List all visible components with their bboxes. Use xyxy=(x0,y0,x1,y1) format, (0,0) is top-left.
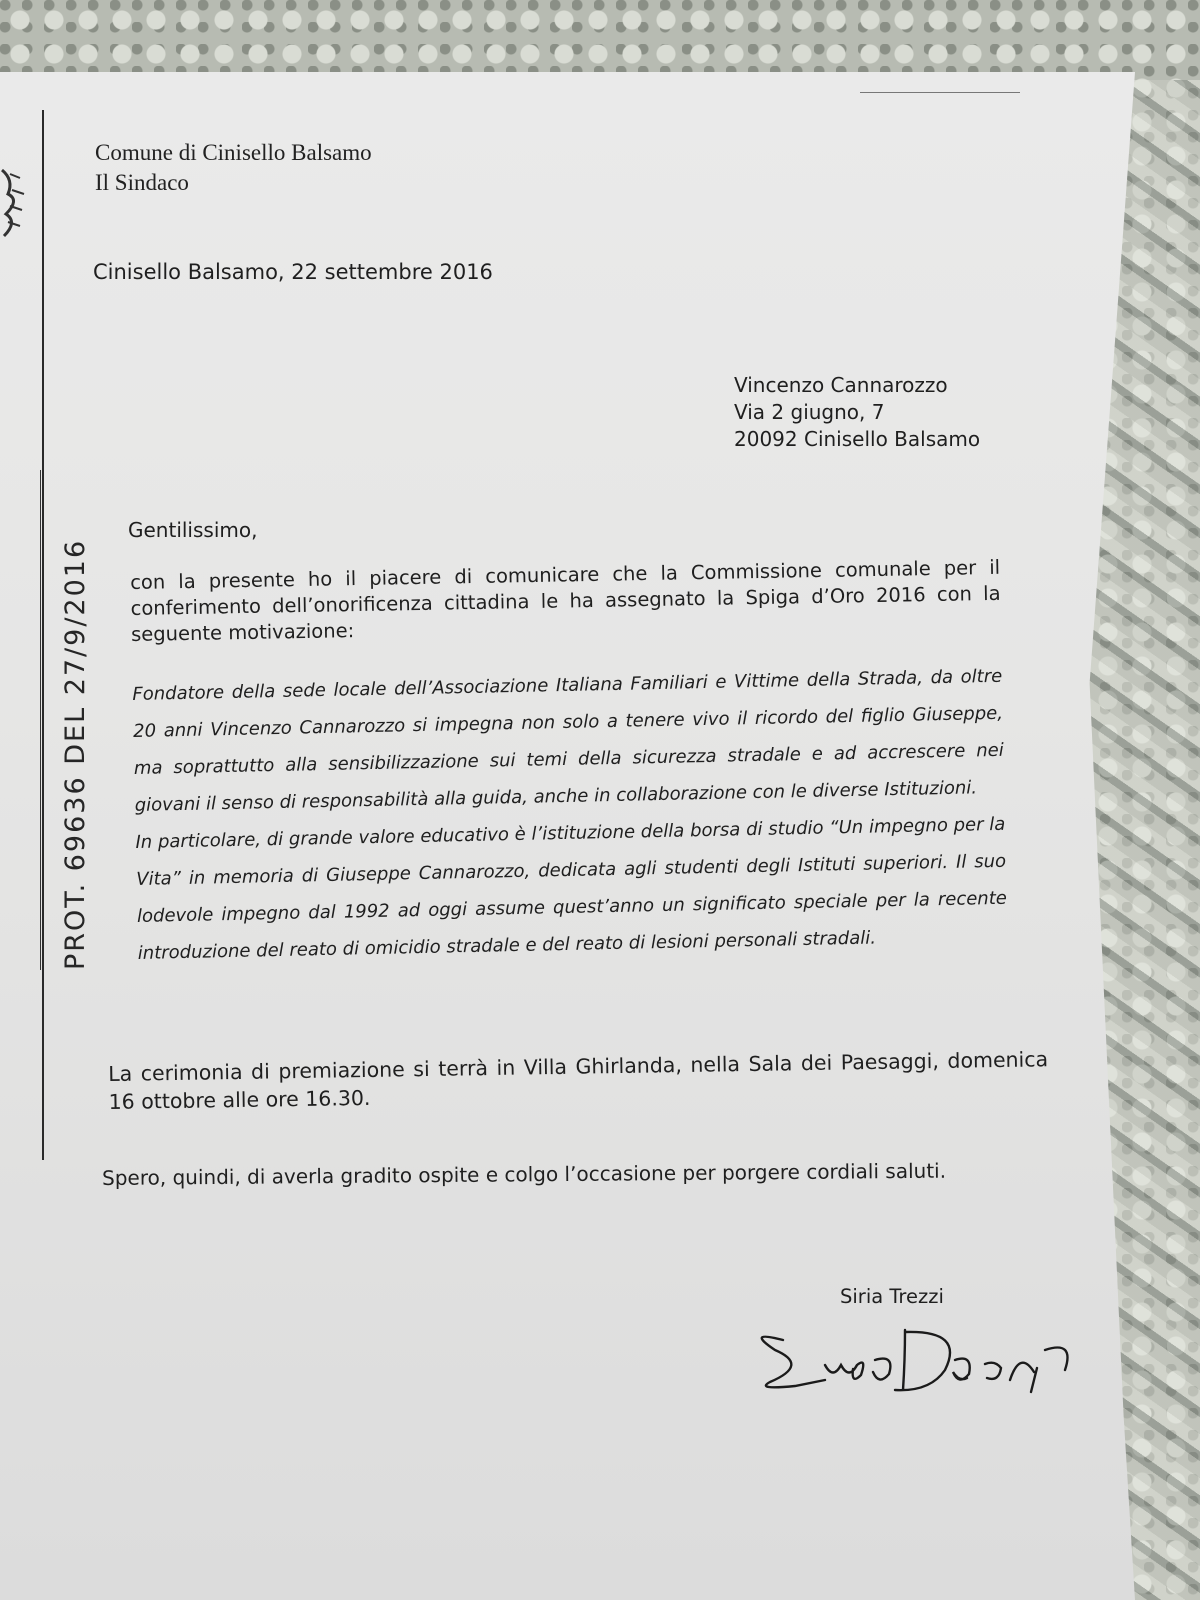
recipient-address xyxy=(734,372,980,453)
letterhead-office: Il Sindaco xyxy=(95,170,189,195)
recipient-name: Vincenzo Cannarozzo xyxy=(734,373,948,397)
letterhead xyxy=(95,138,372,198)
municipal-crest-icon xyxy=(0,160,34,242)
place-date: Cinisello Balsamo, 22 settembre 2016 xyxy=(93,260,493,284)
ceremony-paragraph: La cerimonia di premiazione si terrà in Villa Ghirlanda, nella Sala dei Paesaggi, domenica 16 ottobre alle ore 16.30. xyxy=(108,1047,1049,1114)
recipient-city: 20092 Cinisello Balsamo xyxy=(734,427,981,451)
closing-paragraph: Spero, quindi, di averla gradito ospite e colgo l’occasione per porgere cordiali saluti. xyxy=(102,1158,947,1190)
protocol-stamp: PROT. 69636 DEL 27/9/2016 xyxy=(60,538,91,970)
letterhead-institution: Comune di Cinisello Balsamo xyxy=(95,140,372,165)
top-rule xyxy=(860,92,1020,93)
signer-name: Siria Trezzi xyxy=(840,1285,944,1308)
stamp-underline xyxy=(40,470,41,970)
margin-line xyxy=(42,110,44,1160)
motivation-paragraph: In particolare, di grande valore educativo è l’istituzione della borsa di studio “Un impegno per la Vita” in memoria di Giuseppe Cannarozzo, dedicata agli studenti degli Istituti superiori. Il suo lodevole impegno dal 1992 ad oggi assume quest’anno un significato speciale per la recente introduzione del reato di omicidio stradale e del reato di lesioni personali stradali. xyxy=(135,813,1008,964)
intro-paragraph: con la presente ho il piacere di comunicare che la Commissione comunale per il conferimento dell’onorificenza cittadina le ha assegnato la Spiga d’Oro 2016 con la seguente motivazione: xyxy=(130,555,1001,646)
motivation-paragraph: Fondatore della sede locale dell’Associazione Italiana Familiari e Vittime della Strada, da oltre 20 anni Vincenzo Cannarozzo si impegna non solo a tenere vivo il ricordo del figlio Giuseppe, ma soprattutto alla sensibilizzazione sui temi della sicurezza stradale e ad accrescere nei giovani il senso di responsabilità alla guida, anche in collaborazione con le diverse Istituzioni. xyxy=(132,665,1004,816)
handwritten-signature xyxy=(755,1320,1105,1410)
salutation: Gentilissimo, xyxy=(128,518,258,542)
motivation-quote xyxy=(132,658,1008,972)
recipient-street: Via 2 giugno, 7 xyxy=(734,400,885,424)
